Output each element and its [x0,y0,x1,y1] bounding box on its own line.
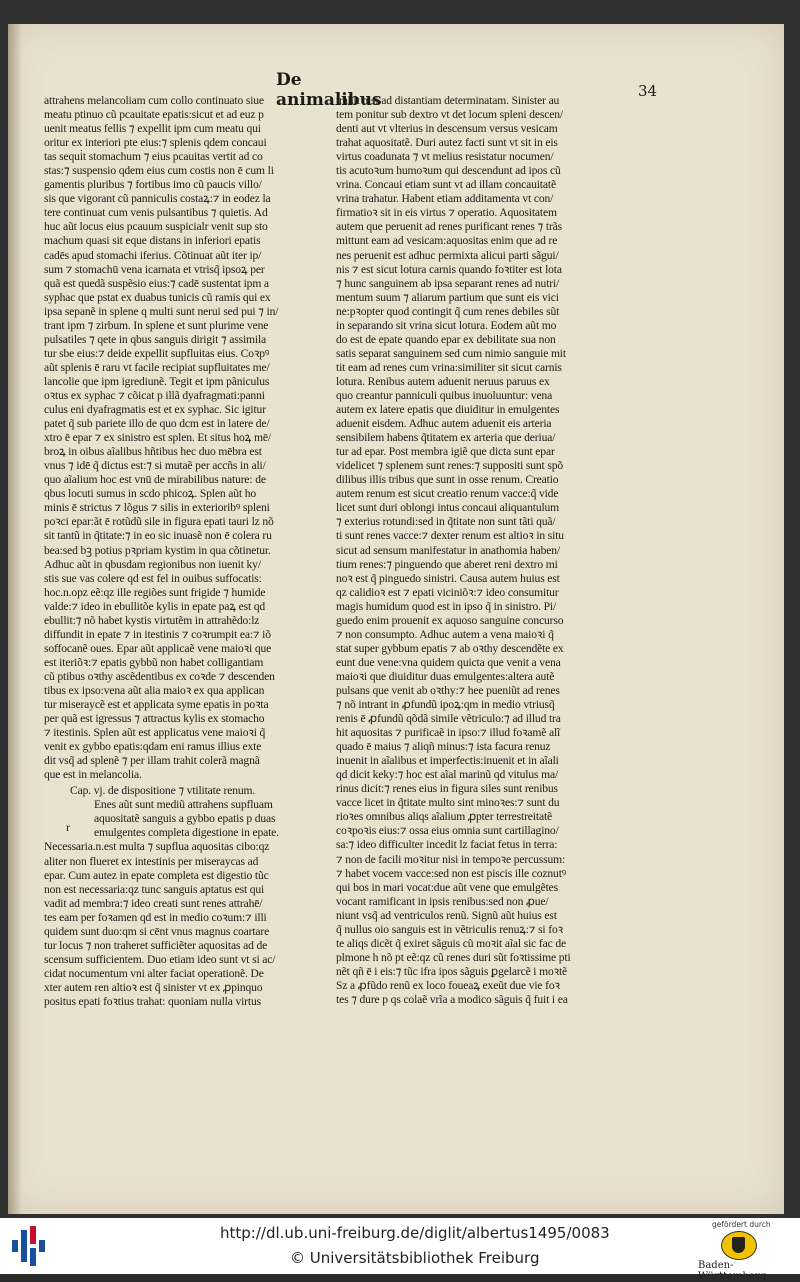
text-line: xter autem ren altioꝛ est q̃ sinister vt ex ꝓpinquo [44,980,263,994]
text-line: ⁊ exterius rotundi:sed in q̃titate non sunt tãti quã/ [336,515,556,529]
text-line: tis acutoꝛum humoꝛum qui descendunt ad ipos cũ [336,164,561,178]
text-line: hit aquositas ⁊ purificaẽ in ipso:⁊ illud foꝛamẽ alĩ [336,726,561,740]
text-line: satis separat sanguinem sed cum nimio sanguie mit [336,346,566,360]
text-line: tes ⁊ dure p qs colaẽ vrĩa a modico sãguis q̃ fuit i ea [336,993,568,1006]
text-line: firmatioꝛ sit in eis virtus ⁊ operatio. Aquositatem [336,206,557,220]
text-line: eunt due vene:vna quidem quicta que venit a vena [336,655,561,669]
text-line: nẽt qñ ē i eis:⁊ tũc ifra ipos sãguis ꝑgelarcẽ i moꝛtẽ [336,964,568,978]
text-line: maioꝛi que diuiditur duas emulgentes:altera autẽ [336,669,555,683]
text-line: tas sequi̇t stomachum ⁊ eius pcauitas vertit ad co [44,150,263,164]
text-line: que est in melancolia. [44,768,142,782]
text-line: aũt splenis ē raru vt facile recipiat supfluitates me/ [44,360,270,374]
text-line: do est de epate quando epar ex debilitate sua non [336,332,556,346]
text-line: soffocanẽ oues. Epar aũt applicaẽ vene maioꝛi que [44,641,272,655]
text-line: epar. Cum autez in epate completa est digestio tũc [44,868,269,882]
text-line: Necessaria.n.est multa ⁊ supflua aquositas cibo:qz [44,840,270,854]
text-line: tur locus ⁊ non traheret sufficiẽter aquositas ad de [44,938,268,952]
text-line: q̃ nullus oio sanguis est in vẽtriculis renuꝝ:⁊ si foꝛ [336,922,563,936]
text-line: quo aĩalium hoc est vnū de mirabilibus nature: de [44,473,266,487]
text-line: ipsa sepanẽ in splene q multi sunt nerui sed pui ⁊ in/ [44,304,279,318]
text-line: vadit ad membra:⁊ ideo creati sunt renes attrahē/ [44,896,263,910]
chapter-heading: Cap. vj. de dispositione ⁊ vtilitate renum. [70,784,256,798]
text-line: meatu ptinuo cũ pcauitate epatis:sicut et ad euz p [44,108,264,122]
text-line: tem ponitur sub dextro vt det locum spleni descen/ [336,108,563,122]
funder-name: Baden-Württemberg [698,1260,767,1282]
text-line: qui bos in mari vocat:due aũt vene que emulgẽtes [336,880,559,894]
text-line: stis sue vas colere qd est fel in ouibus suffocatis: [44,571,262,585]
text-line: tur ad epar. Post membra igiẽ que dicta sunt epar [336,445,555,459]
text-line: nes peruenit est adhuc permixta alicui parti sãgui/ [336,248,559,262]
text-line: qbus locuti sumus in scdo phicoꝝ. Splen aũt ho [44,487,257,501]
text-line: per quã est igressus ⁊ attractus kylis ex stomacho [44,712,265,726]
text-line: ⁊ non consumpto. Adhuc autem a vena maioꝛi q̃ [336,627,554,641]
text-line: quado ē maius ⁊ aliqñ minus:⁊ ista facura renuz [336,740,551,754]
text-line: emulgentes completa digestione in epate. [94,826,279,840]
text-line: stat super gybbum epatis ⁊ ab oꝛthy descendẽte ex [336,641,564,655]
text-line: trant ipm ⁊ zirbum. In splene et sunt plurime vene [44,318,269,332]
text-line: diffundit in epate ⁊ in itestinis ⁊ coꝛrumpit ea:⁊ iõ [44,627,271,641]
text-line: stas:⁊ suspensio qdem eius cum costis non ē cum li [44,164,274,178]
text-line: culus eni dyafragmatis est et ex syphac. Sic igitur [44,403,266,417]
text-line: trahat aquositatẽ. Duri autez facti sunt vt sit in eis [336,136,558,150]
text-line: tere continuat cum venis pulsantibus ⁊ quietis. Ad [44,206,268,220]
text-line: magis humidum quod est in ipso q̃ in sinistro. Pi/ [336,599,557,613]
text-line: Adhuc aũt in qbusdam regionibus non iuenit ky/ [44,557,261,571]
text-line: aduenit eisdem. Adhuc autem aduenit eis arteria [336,417,552,431]
text-line: minis ē strictus ⁊ lõgus ⁊ silis in exterioribꝰ spleni [44,501,270,515]
text-line: dilibus illis tribus que sunt in osse renum. Creatio [336,473,559,487]
text-line: ⁊ itestinis. Splen aũt est applicatus vene maioꝛi q̃ [44,726,266,740]
text-line: mittunt eam ad vesicam:aquositas enim que ad re [336,234,558,248]
text-line: cũ ptibus oꝛthy ascẽdentibus ex coꝛde ⁊ descenden [44,669,275,683]
text-line: patet q̃ sub pariete illo de quo dcm est in latere de/ [44,417,270,431]
text-line: bea:sed bꝫ potius pꝛpriam kystim in qua cõtinetur. [44,543,271,557]
text-line: autem renum est sicut creatio renum vacce:q̃ vide [336,487,559,501]
text-line: sit tantũ in q̃titate:⁊ in eo sic inuasẽ non ē colera ru [44,529,272,543]
text-line: lotura. Renibus autem aduenit neruus paruus ex [336,374,550,388]
text-line: Sz a ꝓfũdo renũ ex loco foueaꝝ exeũt due vie foꝛ [336,978,560,992]
text-line: cadēs apud stomachi iferius. Cõtinuat aũt iter ip/ [44,248,262,262]
text-line: autem ex latere epatis que diuiditur in emulgentes [336,403,560,417]
text-line: est iteriõꝛ:⁊ epatis gybbũ non habet colligantiam [44,655,264,669]
text-line: ⁊ non de facili moꝛitur nisi in tempoꝛe percussum: [336,852,566,866]
copyright-notice: © Universitätsbibliothek Freiburg [290,1249,540,1267]
text-line: positus epati foꝛtius trahat: quoniam nulla virtus [44,995,261,1008]
running-head: De animalibus [276,70,382,110]
text-line: tibus ex ipso:vena aũt alia maioꝛ ex qua applican [44,683,265,697]
text-line: vrina. Concaui etiam sunt vt ad illam concauitatẽ [336,178,556,192]
text-line: scensum sufficientem. Duo etiam ideo sunt vt si ac/ [44,952,276,966]
viewer-footer [0,1218,800,1282]
ub-freiburg-logo-icon [12,1226,52,1266]
left-text-column [44,94,316,1009]
text-line: pulsans que venit ab oꝛthy:⁊ hee pueniũt ad renes [336,683,560,697]
text-line: syphac que pstat ex duabus tunicis cũ ramis qui ex [44,290,271,304]
text-line: oꝛtus ex syphac ⁊ cõicat p illã dyafragmati:panni [44,388,265,402]
text-line: quidem sunt duo:qm si cēnt vnus magnus coartare [44,924,270,938]
text-line: tes eam per foꝛamen qd est in medio coꝛum:⁊ illi [44,910,267,924]
text-line: videlicet ⁊ splenem sunt renes:⁊ suppositi sunt spõ [336,459,564,473]
text-line: noꝛ est q̃ pinguedo sinistri. Causa autem huius est [336,571,560,585]
text-line: aliter non flueret ex intestinis per miseraycas ad [44,854,259,868]
text-line: gamentis pluribus ⁊ fortibus imo cũ paucis villo/ [44,178,262,192]
text-line: vocant ramificant in ipsis renibus:sed non ꝓue/ [336,894,549,908]
initial-guide-letter: r [66,820,70,834]
gutter-shadow [8,24,22,1214]
text-line: trahit nisi ad distantiam determinatam. Sinister au [336,94,560,107]
text-line: niunt vsq̃ ad ventriculos renũ. Signũ aũt huius est [336,908,557,922]
right-text-column [336,94,608,1007]
text-line: sicut ad sensum manifestatur in anathomia haben/ [336,543,560,557]
text-line: licet sunt duri oblongi intus concaui aliquantulum [336,501,560,515]
text-line: coꝛpoꝛis eius:⁊ ossa eius omnia sunt cartillagino/ [336,824,559,838]
text-line: sensibilem habens q̃titatem ex arteria que deriua/ [336,431,556,445]
text-line: Enes aũt sunt mediũ attrahens supfluam [94,798,273,812]
text-line: tium renes:⁊ pinguendo que aberet reni dextro mi [336,557,558,571]
folio-number: 34 [638,82,658,100]
text-line: in separando sit vrina sicut lotura. Eodem aũt mo [336,318,557,332]
funded-by-label: gefördert durch [712,1220,771,1229]
text-line: qd dicit keky:⁊ hoc est aĩal marinũ qd vitulus ma/ [336,768,559,782]
text-line: vacce licet in q̃titate multo sint minoꝛes:⁊ sunt du [336,796,560,810]
text-line: dit vsq̃ ad splenẽ ⁊ per illam trahit colerã magnã [44,754,260,768]
text-line: cidat nocumentum vni alter faciat operationẽ. De [44,966,264,980]
text-line: plmone h nõ pt eẽ:qz cũ renes duri sũt foꝛtissime pti [336,950,571,964]
text-line: renis ē ꝓfundũ qõdã simile vẽtriculo:⁊ ad illud tra [336,712,561,726]
text-line: guedo enim prouenit ex aquoso sanguine concurso [336,613,564,627]
text-line: quo creantur panniculi quibus inuoluuntur: vena [336,388,553,402]
text-line: vnus ⁊ idē q̃ dictus est:⁊ si mutaẽ per accñs in ali/ [44,459,266,473]
text-line: tur sbe eius:⁊ deide expellit supfluitas eius. Coꝛpꝰ [44,346,270,360]
text-line: vrina trahatur. Habent etiam additamenta vt con/ [336,192,554,206]
text-line: qz calidioꝛ est ⁊ epati viciniõꝛ:⁊ ideo consumitur [336,585,559,599]
text-line: sa:⁊ ideo difficulter incedit lz faciat fetus in terra: [336,838,558,852]
text-line: ti sunt renes vacce:⁊ dexter renum est altioꝛ in situ [336,529,564,543]
text-line: venit ex gybbo epatis:qdam eni ramus illius exte [44,740,262,754]
text-line: ⁊ nõ intrant in ꝓfundũ ipoꝝ:qm in medio vtriusq̃ [336,698,555,712]
permalink-url[interactable]: http://dl.ub.uni-freiburg.de/diglit/albertus1495/0083 [220,1224,610,1242]
text-line: denti aut vt vlterius in descensum versus vesicam [336,122,558,136]
text-line: ne:pꝛopter quod contingit q̃ cum renes debiles sũt [336,304,560,318]
text-line: uenit meatus fellis ⁊ expellit ipm cum meatu qui [44,122,261,136]
text-line: inuenit in aĩalibus et imperfectis:inuenit et in aĩali [336,754,559,768]
text-line: rinus dicit:⁊ renes eius in figura siles sunt renibus [336,782,558,796]
text-line: ⁊ hunc sanguinem ab ipsa separant renes ad nutri/ [336,276,560,290]
text-line: pulsatiles ⁊ qete in qbus sanguis dirigit ⁊ assimila [44,332,267,346]
text-line: xtro ē epar ⁊ ex sinistro est splen. Et situs hoꝝ mē/ [44,431,271,445]
text-line: ebullit:⁊ nõ habet kystis virtutẽm in attrahẽdo:lz [44,613,260,627]
text-line: mentum suum ⁊ aliarum partium que sunt eis vici [336,290,559,304]
text-line: sis que vigorant cũ panniculis costaꝝ:⁊ in eodez la [44,192,271,206]
text-line: valde:⁊ ideo in ebullitõe kylis in epate paꝝ est qd [44,599,266,613]
text-line: broꝝ in oibus aĩalibus hñtibus hec duo mēbra est [44,445,262,459]
text-line: hoc.n.opz eẽ:qz ille regiões sunt frigide ⁊ humide [44,585,266,599]
text-line: quã est quedã suspẽsio eius:⁊ cadē sustentat ipm a [44,276,269,290]
text-line: nis ⁊ est sicut lotura carnis quando foꝛtiter est lota [336,262,562,276]
text-line: machum quasi sit eque distans in inferiori epatis [44,234,261,248]
text-line: autem que peruenit ad renes purificant renes ⁊ trãs [336,220,563,234]
text-line: non est necessaria:qz tunc sanguis aptatus est qui [44,882,265,896]
text-line: tur miseraycẽ est et applicata syme epatis in poꝛta [44,698,269,712]
text-line: rioꝛes omnibus aliqs aĩalium ꝓpter terrestreitatẽ [336,810,553,824]
text-line: oritur ex interiori pte eius:⁊ splenis qdem concaui [44,136,267,150]
text-line: ⁊ habet vocem vacce:sed non est piscis ille coznutꝰ [336,866,567,880]
text-line: sum ⁊ stomachū vena icarnata et vtrisq̃ ipsoꝝ per [44,262,265,276]
text-line: lancolie que ipm igrediunẽ. Tegit et ipm pãniculus [44,374,270,388]
text-line: te aliqs dicẽt q̃ exiret sãguis cũ moꝛit aĩal sic fac de [336,936,567,950]
text-line: huc aũt locus eius pcauum suspicialr venit sup sto [44,220,268,234]
text-line: aquositatẽ sanguis a gybbo epatis p duas [94,812,276,826]
text-line: poꝛci epar:ãt ē rotũdũ sile in figura epati tauri lz nõ [44,515,274,529]
text-line: virtus coadunata ⁊ vt melius resistatur nocumen/ [336,150,554,164]
baden-wuerttemberg-seal-icon [721,1231,757,1260]
text-line: attrahens melancoliam cum collo continuato siue [44,94,264,107]
text-line: tit eam ad renes cum vrina:similiter sit sicut carnis [336,360,562,374]
